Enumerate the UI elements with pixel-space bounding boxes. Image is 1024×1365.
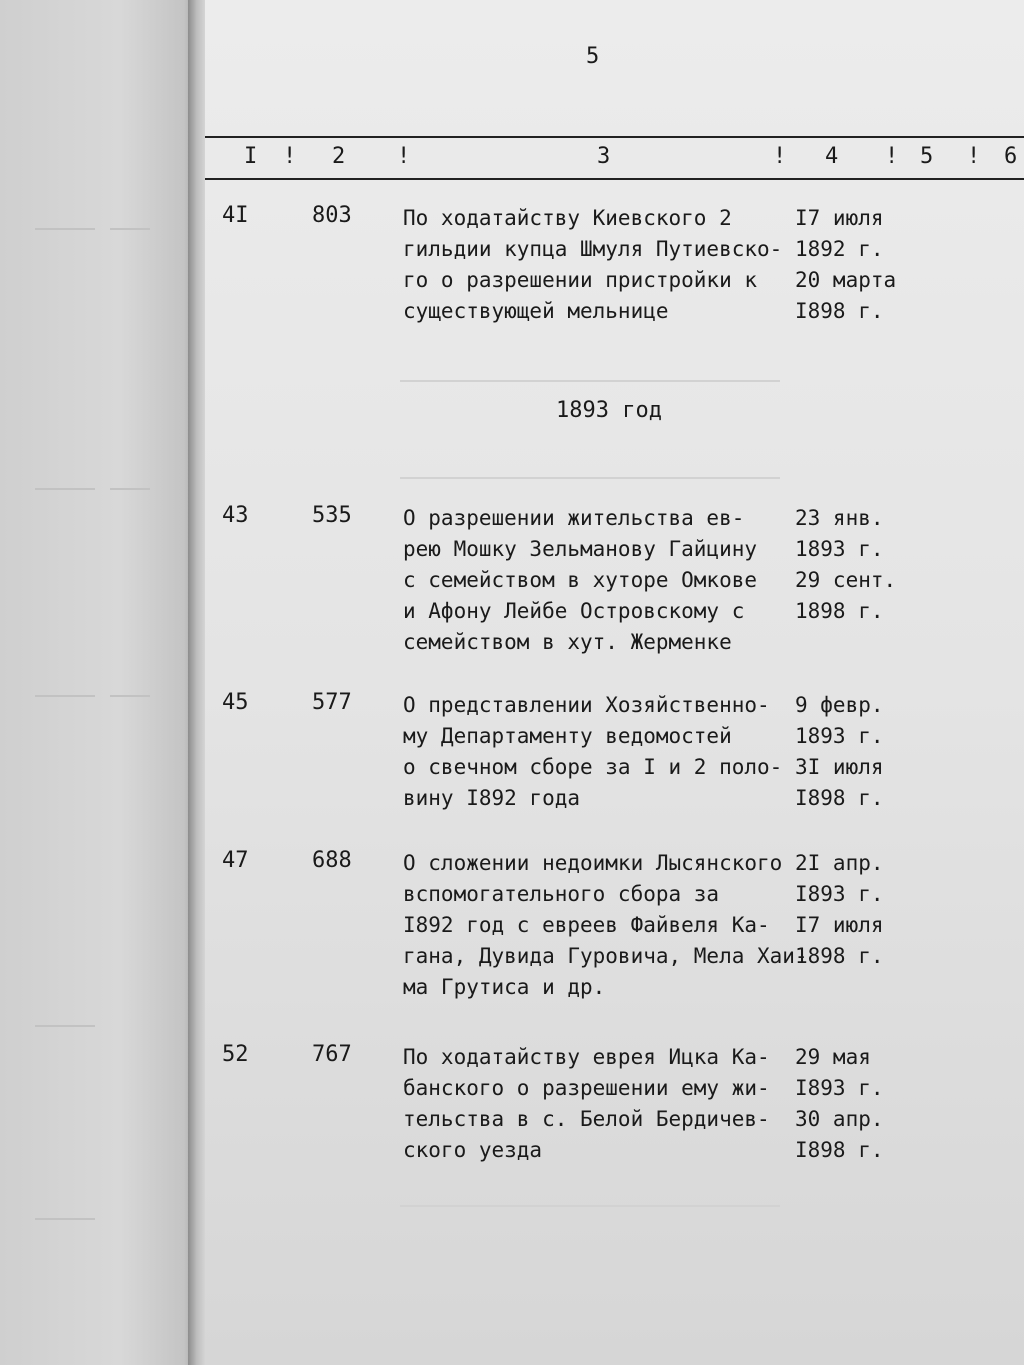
- header-separator: !: [283, 144, 297, 169]
- description-line: гана, Дувида Гуровича, Мела Хаи-: [403, 944, 808, 968]
- bleed-through-mark: [400, 1205, 780, 1237]
- description-line: вину I892 года: [403, 786, 581, 810]
- description-line: ского уезда: [403, 1138, 543, 1162]
- description-line: существующей мельнице: [403, 299, 669, 323]
- entry-number: 47: [222, 848, 249, 873]
- description-line: банского о разрешении ему жи-: [403, 1076, 770, 1100]
- date-line: I893 г.: [795, 1076, 884, 1100]
- date-line: I898 г.: [795, 299, 884, 323]
- date-line: 23 янв.: [795, 506, 884, 530]
- file-number: 535: [312, 503, 352, 528]
- header-col-5: 5: [920, 144, 934, 169]
- file-number: 767: [312, 1042, 352, 1067]
- entry-description: [403, 503, 798, 658]
- entry-dates: [795, 690, 915, 814]
- entry-dates: [795, 1042, 915, 1166]
- description-line: го о разрешении пристройки к: [403, 268, 758, 292]
- date-line: 29 сент.: [795, 568, 897, 592]
- header-separator: !: [397, 144, 411, 169]
- entry-description: [403, 203, 798, 327]
- header-col-1: I: [244, 144, 258, 169]
- bleed-through-mark: [110, 695, 150, 701]
- header-col-4: 4: [825, 144, 839, 169]
- description-line: вспомогательного сбора за: [403, 882, 720, 906]
- date-line: I898 г.: [795, 1138, 884, 1162]
- date-line: 1893 г.: [795, 724, 884, 748]
- date-line: 2I апр.: [795, 851, 884, 875]
- description-line: с семейством в хуторе Омкове: [403, 568, 758, 592]
- date-line: 9 февр.: [795, 693, 884, 717]
- entry-number: 45: [222, 690, 249, 715]
- date-line: 1893 г.: [795, 537, 884, 561]
- date-line: I7 июля: [795, 206, 884, 230]
- header-col-3: 3: [597, 144, 611, 169]
- description-line: По ходатайству Киевского 2: [403, 206, 732, 230]
- description-line: По ходатайству еврея Ицка Ка-: [403, 1045, 770, 1069]
- entry-description: [403, 1042, 798, 1166]
- description-line: О разрешении жительства ев-: [403, 506, 745, 530]
- entry-number: 43: [222, 503, 249, 528]
- header-separator: !: [885, 144, 899, 169]
- date-line: I893 г.: [795, 882, 884, 906]
- file-number: 688: [312, 848, 352, 873]
- header-separator: !: [967, 144, 981, 169]
- date-line: 1898 г.: [795, 599, 884, 623]
- header-col-6: 6: [1004, 144, 1018, 169]
- file-number: 577: [312, 690, 352, 715]
- description-line: о свечном сборе за I и 2 поло-: [403, 755, 783, 779]
- date-line: 20 марта: [795, 268, 897, 292]
- bleed-through-mark: [35, 228, 95, 234]
- description-line: ма Грутиса и др.: [403, 975, 606, 999]
- bleed-through-mark: [110, 228, 150, 234]
- description-line: му Департаменту ведомостей: [403, 724, 732, 748]
- entry-dates: [795, 848, 915, 972]
- table-header-top-rule: [205, 136, 1024, 138]
- year-heading: 1893 год: [556, 398, 662, 423]
- description-line: О представлении Хозяйственно-: [403, 693, 770, 717]
- entry-description: [403, 848, 808, 1003]
- description-line: гильдии купца Шмуля Путиевско-: [403, 237, 783, 261]
- description-line: тельства в с. Белой Бердичев-: [403, 1107, 770, 1131]
- description-line: семейством в хут. Жерменке: [403, 630, 732, 654]
- date-line: I7 июля: [795, 913, 884, 937]
- entry-number: 52: [222, 1042, 249, 1067]
- entry-description: [403, 690, 798, 814]
- date-line: 3I июля: [795, 755, 884, 779]
- description-line: О сложении недоимки Лысянского: [403, 851, 783, 875]
- bleed-through-mark: [35, 488, 95, 494]
- entry-dates: [795, 203, 915, 327]
- description-line: рею Мошку Зельманову Гайцину: [403, 537, 758, 561]
- entry-number: 4I: [222, 203, 249, 228]
- bleed-through-mark: [110, 488, 150, 494]
- entry-dates: [795, 503, 915, 627]
- bleed-through-mark: [400, 380, 780, 479]
- date-line: 1892 г.: [795, 237, 884, 261]
- page-number: 5: [586, 44, 600, 69]
- table-header-bottom-rule: [205, 178, 1024, 180]
- date-line: 30 апр.: [795, 1107, 884, 1131]
- facing-page: [0, 0, 200, 1365]
- bleed-through-mark: [35, 695, 95, 701]
- date-line: 29 мая: [795, 1045, 871, 1069]
- bleed-through-mark: [35, 1025, 95, 1031]
- description-line: и Афону Лейбе Островскому с: [403, 599, 745, 623]
- header-separator: !: [773, 144, 787, 169]
- header-col-2: 2: [332, 144, 346, 169]
- bleed-through-mark: [35, 1218, 95, 1224]
- date-line: 1898 г.: [795, 944, 884, 968]
- description-line: I892 год с евреев Файвеля Ка-: [403, 913, 770, 937]
- file-number: 803: [312, 203, 352, 228]
- date-line: I898 г.: [795, 786, 884, 810]
